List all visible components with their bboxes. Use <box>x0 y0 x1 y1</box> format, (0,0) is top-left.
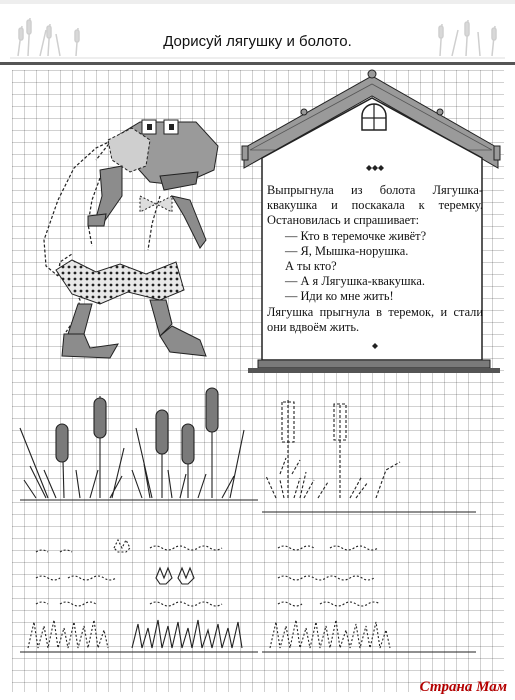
site-watermark: Страна Мам <box>419 679 507 695</box>
water-and-grass-rows <box>20 540 476 652</box>
reeds-drawing-row <box>20 388 476 512</box>
story-text <box>267 183 483 335</box>
worksheet-title: Дорисуй лягушку и болото. <box>163 33 352 50</box>
frog-outline-figure <box>44 120 218 358</box>
dialog-line: — Кто в теремочке живёт? <box>285 228 427 243</box>
dialog-line: — Иди ко мне жить! <box>285 289 394 304</box>
story-ending: Лягушка прыгнула в теремок, и стали они вдвоём жить. <box>267 304 483 334</box>
dialog-line: — А я Лягушка-квакушка. <box>285 274 425 289</box>
dialog-line: — Я, Мышка-норушка. <box>285 243 409 258</box>
story-intro: Выпрыгнула из болота Лягушка-квакушка и поскакала к теремку. Остановилась и спрашивает: <box>267 183 483 228</box>
dialog-line: А ты кто? <box>285 259 337 274</box>
